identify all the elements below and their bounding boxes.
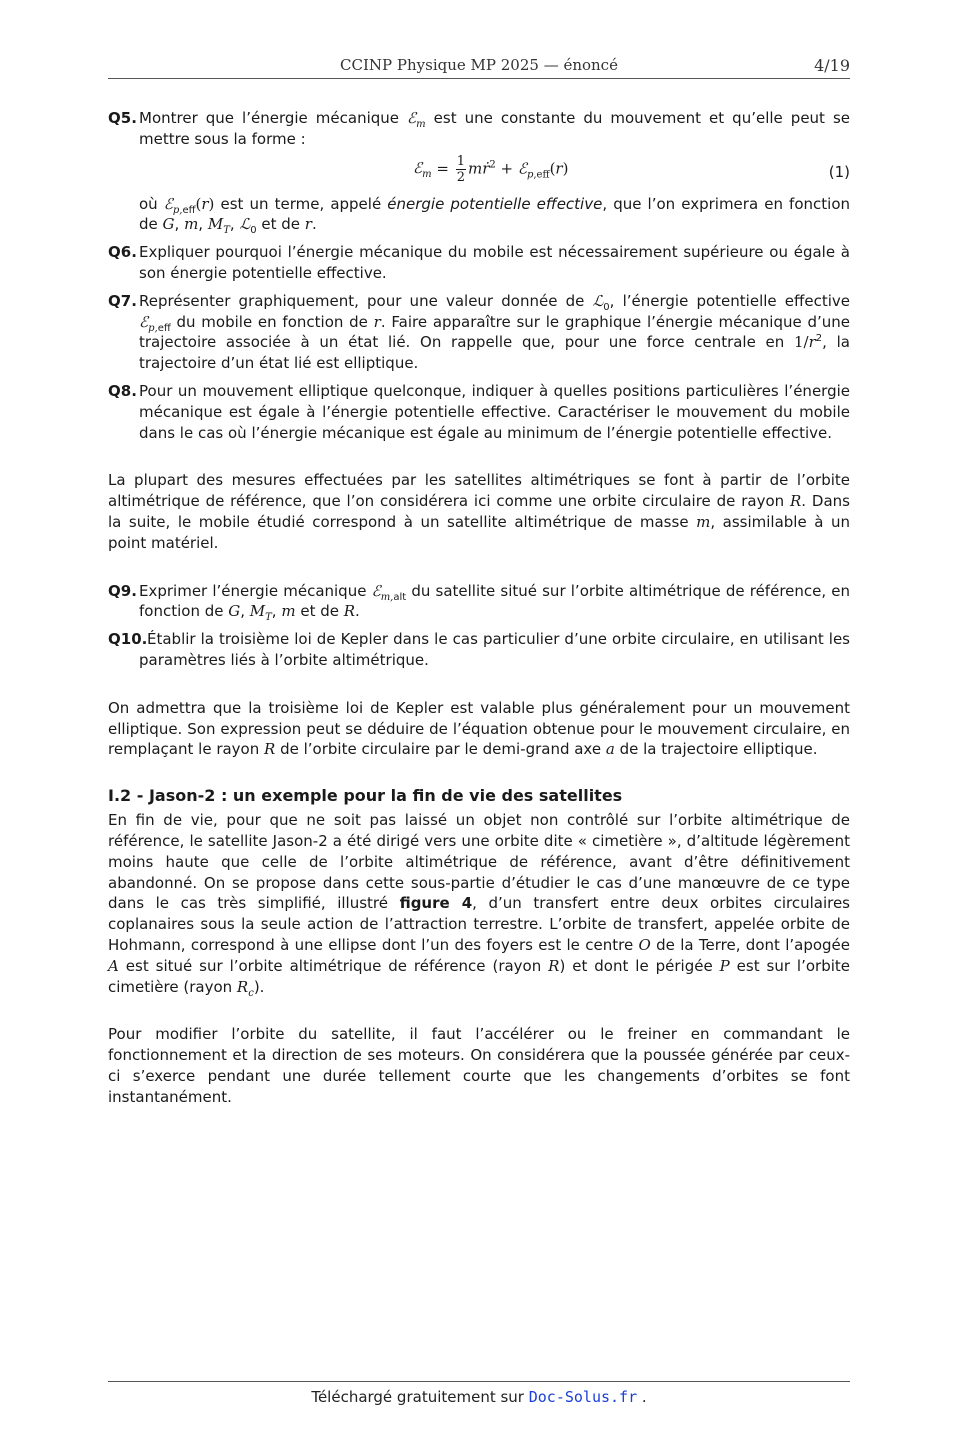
footer-rule	[108, 1381, 850, 1382]
question-q6	[108, 242, 850, 284]
math-vars: G	[162, 215, 175, 234]
math-em: ℰ$_m$	[407, 109, 426, 130]
page-content	[108, 108, 850, 1107]
q9-text: du satellite situé sur l’orbite altimétrique de référence, en fonction de	[139, 581, 851, 621]
question-label: Q10.	[108, 630, 148, 649]
q5-text: , que l’on exprimera en fonction de	[139, 194, 851, 234]
header-title: CCINP Physique MP 2025 — énoncé	[340, 56, 618, 74]
figure-reference: figure 4	[399, 894, 473, 913]
q7-text: . Faire apparaître sur le graphique l’énergie mécanique d’une trajectoire associée à un état lié. On rappelle que, pour une force centrale en	[139, 312, 850, 352]
equation-body: ℰ$_m$ = $\frac{1}{2}$ mṙ$^2$ + ℰ$_{p,eff}$(r)	[413, 153, 569, 185]
para3-text: En fin de vie, pour que ne soit pas laissé un objet non contrôlé sur l’orbite altimétrique de référence, le satellite Jason-2 a été dirigé vers une orbite dite « cimetière », d’altitude légèrement moins haute que celle de l’orbite altimétrique de référence, avant d’être définitivement abandonné. On se propose dans cette sous-partie d’étudier le cas d’une manœuvre de ce type dans le cas très simplifié, illustré	[108, 811, 850, 913]
equation-1	[139, 152, 850, 192]
para2-text: de l’orbite circulaire par le demi-grand axe	[275, 740, 606, 759]
q7-text: Représenter graphiquement, pour une valeur donnée de	[139, 291, 593, 310]
page-footer	[108, 1388, 850, 1406]
para3-text: ) et dont le périgée	[559, 956, 720, 975]
question-label: Q9.	[108, 581, 137, 600]
q9-text: Exprimer l’énergie mécanique	[139, 581, 372, 600]
q5-text: et de	[256, 215, 305, 234]
q5-text: où	[139, 194, 164, 213]
question-label: Q7.	[108, 291, 137, 310]
footer-link[interactable]: Doc-Solus.fr	[528, 1388, 638, 1406]
section-heading: I.2 - Jason-2 : un exemple pour la fin de vie des satellites	[108, 786, 623, 806]
header-page-number: 4/19	[814, 56, 850, 75]
q5-text: est une constante du mouvement et qu’elle peut se mettre sous la forme :	[139, 109, 851, 148]
q6-text: Expliquer pourquoi l’énergie mécanique du mobile est nécessairement supérieure ou égale à son énergie potentielle effective.	[139, 243, 850, 282]
question-q8	[108, 381, 850, 443]
paragraph-thrust	[108, 1024, 850, 1107]
para3-text: , d’un transfert entre deux orbites circulaires coplanaires sous la seule action de l’attraction terrestre. L’orbite de transfert, appelée orbite de Hohmann, correspond à une ellipse dont l’un des foyers est le centre	[108, 894, 850, 954]
footer-end: .	[637, 1388, 647, 1406]
q5-text: Montrer que l’énergie mécanique	[139, 109, 408, 127]
equation-number: (1)	[828, 162, 850, 181]
question-q5: Q5. Montrer que l’énergie mécanique ℰ$_m$ est une constante du mouvement et qu’elle peut se mettre sous la forme : ℰ$_m$ = $\frac{1}{2}$ mṙ$^2$ + ℰ$_{p,eff}$(r) (1) où ℰ$_{p,eff}$(r) est un terme, appelé énergie potentielle effective, que l’on exprimera en fonction de G, m, $M_T$, ℒ$_0$ et de r.	[108, 109, 851, 237]
q10-text: Établir la troisième loi de Kepler dans le cas particulier d’une orbite circulaire, en utilisant les paramètres liés à l’orbite altimétrique.	[139, 630, 850, 669]
math-epeff: ℰ$_{p,}$	[163, 194, 183, 216]
question-label: Q5.	[108, 109, 137, 127]
q8-text: Pour un mouvement elliptique quelconque, indiquer à quelles positions particulières l’énergie mécanique est égale à l’énergie potentielle effective. Caractériser le mouvement du mobile dans le cas où l’énergie mécanique est égale au minimum de l’énergie potentielle effective.	[139, 381, 850, 442]
question-q7: Q7. Représenter graphiquement, pour une valeur donnée de ℒ$_0$, l’énergie potentielle effective ℰ$_{p,eff}$ du mobile en fonction de r. Faire apparaître sur le graphique l’énergie mécanique d’une trajectoire associée à un état lié. On rappelle que, pour une force centrale en $1/r^2$, la trajectoire d’un état lié est elliptique.	[108, 291, 850, 373]
para3-text: ).	[253, 977, 265, 996]
paragraph-orbit-reference: La plupart des mesures effectuées par les satellites altimétriques se font à partir de l’orbite altimétrique de référence, que l’on considérera ici comme une orbite circulaire de rayon R. Dans la suite, le mobile étudié correspond à un satellite altimétrique de masse m, assimilable à un point matériel.	[108, 471, 850, 552]
header-rule	[108, 78, 850, 79]
para2-text: On admettra que la troisième loi de Kepler est valable plus généralement pour un mouvement elliptique. Son expression peut se déduire de l’équation obtenue pour le mouvement circulaire, en remplaçant le rayon	[108, 698, 850, 759]
question-q10	[108, 629, 850, 671]
para2-text: de la trajectoire elliptique.	[614, 740, 818, 759]
paragraph-jason2: En fin de vie, pour que ne soit pas laissé un objet non contrôlé sur l’orbite altimétrique de référence, le satellite Jason-2 a été dirigé vers une orbite dite « cimetière », d’altitude légèrement moins haute que celle de l’orbite altimétrique de référence, avant d’être définitivement abandonné. On se propose dans cette sous-partie d’étudier le cas d’une manœuvre de ce type dans le cas très simplifié, illustré figure 4, d’un transfert entre deux orbites circulaires coplanaires sous la seule action de l’attraction terrestre. L’orbite de transfert, appelée orbite de Hohmann, correspond à une ellipse dont l’un des foyers est le centre O de la Terre, dont l’apogée A est situé sur l’orbite altimétrique de référence (rayon R) et dont le périgée P est sur l’orbite cimetière (rayon $R_c$).	[108, 811, 851, 999]
q7-text: , l’énergie potentielle effective	[609, 291, 850, 310]
question-label: Q6.	[108, 243, 137, 262]
footer-text: Téléchargé gratuitement sur	[311, 1388, 529, 1406]
para4-text: Pour modifier l’orbite du satellite, il faut l’accélérer ou le freiner en commandant le fonctionnement et la direction de ses moteurs. On considérera que la poussée générée par ceux-ci s’exerce pendant une durée tellement courte que les changements d’orbites se font instantanément.	[108, 1025, 850, 1106]
q5-text: est un terme, appelé	[214, 194, 388, 213]
para1-text: , assimilable à un point matériel.	[108, 512, 850, 552]
para1-text: . Dans la suite, le mobile étudié correspond à un satellite altimétrique de masse	[108, 492, 850, 531]
para3-text: est situé sur l’orbite altimétrique de référence (rayon	[118, 956, 549, 975]
q7-text: du mobile en fonction de	[170, 312, 374, 331]
paragraph-kepler: On admettra que la troisième loi de Kepler est valable plus généralement pour un mouvement elliptique. Son expression peut se déduire de l’équation obtenue pour le mouvement circulaire, en remplaçant le rayon R de l’orbite circulaire par le demi-grand axe a de la trajectoire elliptique.	[108, 698, 850, 759]
para3-text: de la Terre, dont l’apogée	[650, 935, 851, 954]
para1-text: La plupart des mesures effectuées par les satellites altimétriques se font à partir de l’orbite altimétrique de référence, que l’on considérera ici comme une orbite circulaire de rayon	[108, 471, 850, 511]
q5-emphasis: énergie potentielle effective	[387, 194, 603, 213]
q9-text: et de	[295, 602, 344, 621]
para3-text: est sur l’orbite cimetière (rayon	[108, 956, 850, 996]
question-q9: Q9. Exprimer l’énergie mécanique ℰ$_{m,alt}$ du satellite situé sur l’orbite altimétrique de référence, en fonction de G, $M_T$, m et de R.	[108, 581, 851, 624]
question-label: Q8.	[108, 381, 137, 400]
page-header	[108, 56, 850, 78]
q7-text: , la trajectoire d’un état lié est elliptique.	[139, 333, 850, 373]
